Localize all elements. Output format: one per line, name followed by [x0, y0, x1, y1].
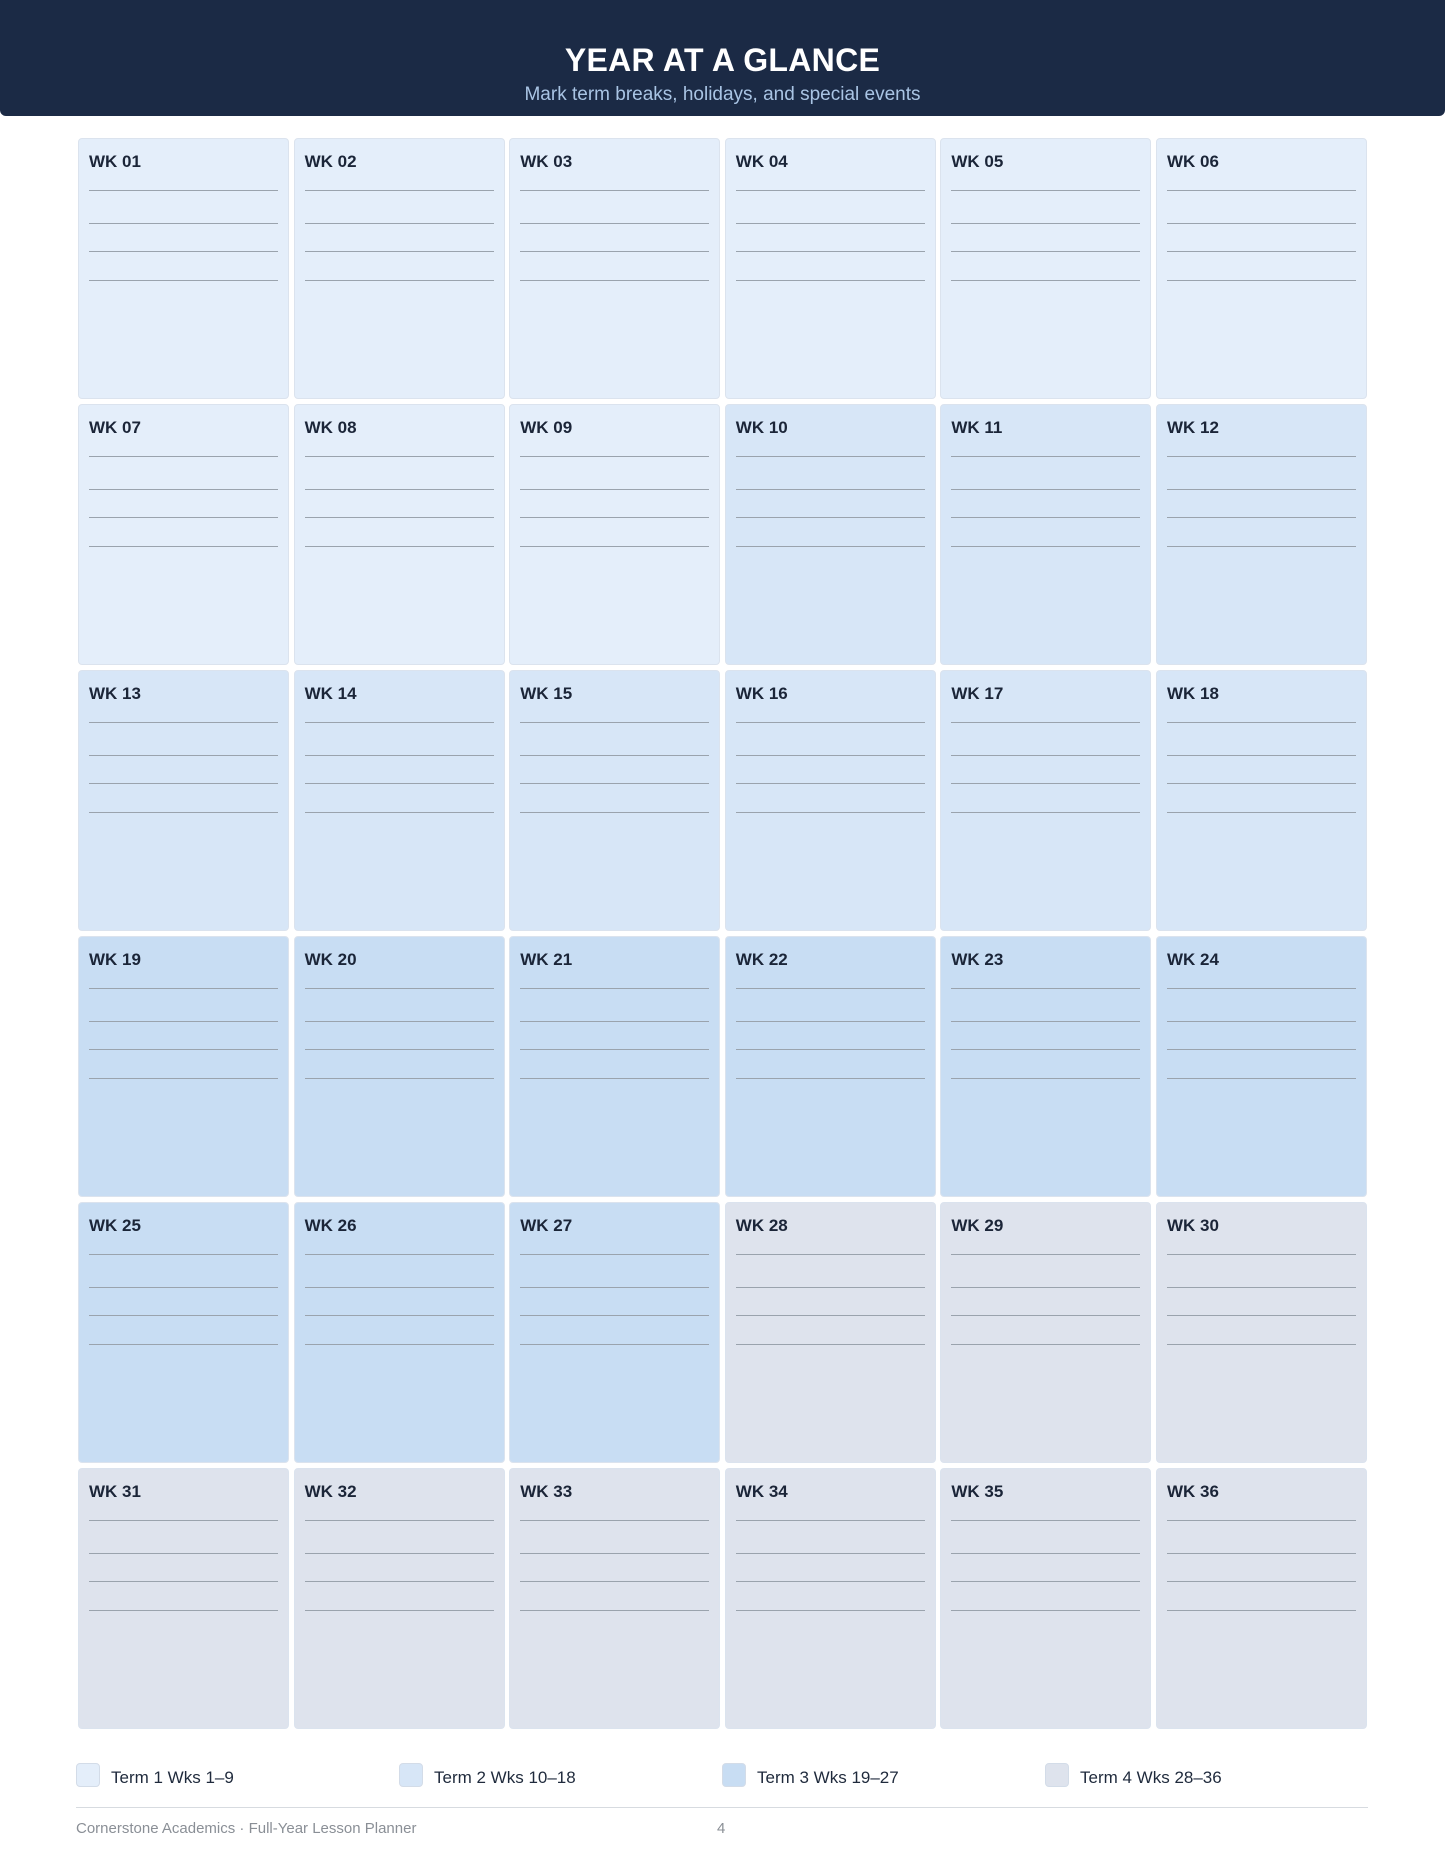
week-cell-30[interactable] — [1156, 1202, 1367, 1463]
week-label: WK 07 — [89, 418, 141, 437]
write-line[interactable] — [520, 1520, 709, 1521]
write-line[interactable] — [951, 280, 1140, 281]
write-line[interactable] — [1167, 1315, 1356, 1316]
week-label: WK 23 — [951, 950, 1004, 969]
week-cell-24[interactable] — [1156, 936, 1367, 1197]
write-line[interactable] — [1167, 223, 1356, 224]
legend-swatch-term-3 — [722, 1763, 746, 1787]
page-header — [0, 0, 1445, 116]
legend-label-term-1: Term 1 Wks 1–9 — [111, 1768, 234, 1787]
write-line[interactable] — [520, 783, 709, 784]
write-line[interactable] — [736, 1021, 925, 1022]
write-line[interactable] — [951, 988, 1140, 989]
week-label: WK 16 — [735, 684, 788, 703]
week-cell-28[interactable] — [725, 1202, 936, 1463]
write-line[interactable] — [520, 190, 709, 191]
week-label: WK 15 — [520, 684, 573, 703]
week-label: WK 12 — [1166, 418, 1219, 437]
write-line[interactable] — [305, 1049, 494, 1050]
week-label: WK 13 — [89, 684, 141, 703]
week-cell-33[interactable] — [509, 1468, 720, 1729]
write-line[interactable] — [736, 456, 925, 457]
write-line[interactable] — [951, 1553, 1140, 1554]
write-line[interactable] — [305, 1610, 494, 1611]
write-line[interactable] — [89, 456, 278, 457]
write-line[interactable] — [89, 1344, 278, 1345]
write-line[interactable] — [1167, 1344, 1356, 1345]
write-line[interactable] — [89, 1520, 278, 1521]
write-line[interactable] — [736, 223, 925, 224]
write-line[interactable] — [951, 251, 1140, 252]
week-cell-36[interactable] — [1156, 1468, 1367, 1729]
week-label: WK 31 — [89, 1482, 141, 1501]
write-line[interactable] — [89, 1315, 278, 1316]
write-line[interactable] — [736, 1078, 925, 1079]
write-line[interactable] — [736, 1315, 925, 1316]
write-line[interactable] — [1167, 517, 1356, 518]
week-label: WK 36 — [1166, 1482, 1219, 1501]
write-line[interactable] — [951, 1315, 1140, 1316]
legend-swatch-term-1 — [76, 1763, 100, 1787]
write-line[interactable] — [1167, 1287, 1356, 1288]
write-line[interactable] — [89, 1021, 278, 1022]
week-cell-18[interactable] — [1156, 670, 1367, 931]
legend-label-term-4: Term 4 Wks 28–36 — [1080, 1768, 1222, 1787]
write-line[interactable] — [520, 1581, 709, 1582]
write-line[interactable] — [1167, 783, 1356, 784]
write-line[interactable] — [89, 783, 278, 784]
legend-label-term-3: Term 3 Wks 19–27 — [757, 1768, 899, 1787]
write-line[interactable] — [89, 988, 278, 989]
write-line[interactable] — [520, 456, 709, 457]
week-label: WK 18 — [1166, 684, 1219, 703]
week-label: WK 19 — [89, 950, 141, 969]
week-label: WK 10 — [735, 418, 788, 437]
write-line[interactable] — [89, 1581, 278, 1582]
write-line[interactable] — [736, 280, 925, 281]
write-line[interactable] — [736, 546, 925, 547]
week-cell-23[interactable] — [940, 936, 1151, 1197]
week-cell-29[interactable] — [940, 1202, 1151, 1463]
write-line[interactable] — [305, 988, 494, 989]
write-line[interactable] — [1167, 1049, 1356, 1050]
write-line[interactable] — [89, 1287, 278, 1288]
week-label: WK 02 — [304, 152, 357, 171]
write-line[interactable] — [89, 1049, 278, 1050]
week-cell-10[interactable] — [725, 404, 936, 665]
page-title: YEAR AT A GLANCE — [564, 42, 881, 78]
write-line[interactable] — [951, 1254, 1140, 1255]
write-line[interactable] — [520, 1078, 709, 1079]
write-line[interactable] — [305, 1344, 494, 1345]
write-line[interactable] — [736, 1254, 925, 1255]
week-cell-06[interactable] — [1156, 138, 1367, 399]
write-line[interactable] — [89, 812, 278, 813]
week-cell-31[interactable] — [78, 1468, 289, 1729]
write-line[interactable] — [305, 812, 494, 813]
write-line[interactable] — [951, 1344, 1140, 1345]
week-cell-34[interactable] — [725, 1468, 936, 1729]
write-line[interactable] — [1167, 1610, 1356, 1611]
write-line[interactable] — [305, 223, 494, 224]
write-line[interactable] — [951, 812, 1140, 813]
write-line[interactable] — [89, 489, 278, 490]
write-line[interactable] — [520, 280, 709, 281]
write-line[interactable] — [305, 1553, 494, 1554]
write-line[interactable] — [520, 251, 709, 252]
write-line[interactable] — [736, 1610, 925, 1611]
week-label: WK 30 — [1166, 1216, 1219, 1235]
week-cell-20[interactable] — [294, 936, 505, 1197]
week-cell-15[interactable] — [509, 670, 720, 931]
week-cell-22[interactable] — [725, 936, 936, 1197]
week-cell-07[interactable] — [78, 404, 289, 665]
week-label: WK 14 — [304, 684, 357, 703]
week-cell-12[interactable] — [1156, 404, 1367, 665]
week-label: WK 26 — [304, 1216, 357, 1235]
week-label: WK 03 — [520, 152, 573, 171]
write-line[interactable] — [520, 755, 709, 756]
write-line[interactable] — [736, 1287, 925, 1288]
week-label: WK 17 — [951, 684, 1004, 703]
week-cell-03[interactable] — [509, 138, 720, 399]
write-line[interactable] — [305, 755, 494, 756]
write-line[interactable] — [1167, 1078, 1356, 1079]
write-line[interactable] — [89, 251, 278, 252]
write-line[interactable] — [951, 456, 1140, 457]
write-line[interactable] — [951, 722, 1140, 723]
write-line[interactable] — [736, 1049, 925, 1050]
week-label: WK 25 — [89, 1216, 141, 1235]
week-label: WK 32 — [304, 1482, 357, 1501]
write-line[interactable] — [736, 190, 925, 191]
write-line[interactable] — [1167, 190, 1356, 191]
write-line[interactable] — [951, 489, 1140, 490]
write-line[interactable] — [736, 1344, 925, 1345]
write-line[interactable] — [951, 223, 1140, 224]
write-line[interactable] — [305, 517, 494, 518]
week-cell-32[interactable] — [294, 1468, 505, 1729]
write-line[interactable] — [951, 1581, 1140, 1582]
week-label: WK 09 — [520, 418, 573, 437]
week-cell-26[interactable] — [294, 1202, 505, 1463]
write-line[interactable] — [305, 783, 494, 784]
write-line[interactable] — [89, 190, 278, 191]
write-line[interactable] — [736, 517, 925, 518]
write-line[interactable] — [951, 546, 1140, 547]
week-cell-21[interactable] — [509, 936, 720, 1197]
legend-swatch-term-2 — [399, 1763, 423, 1787]
write-line[interactable] — [1167, 1553, 1356, 1554]
write-line[interactable] — [305, 1254, 494, 1255]
write-line[interactable] — [1167, 251, 1356, 252]
write-line[interactable] — [1167, 280, 1356, 281]
write-line[interactable] — [736, 988, 925, 989]
week-grid — [78, 138, 1367, 1729]
write-line[interactable] — [89, 722, 278, 723]
write-line[interactable] — [305, 1021, 494, 1022]
week-cell-02[interactable] — [294, 138, 505, 399]
week-cell-11[interactable] — [940, 404, 1151, 665]
write-line[interactable] — [520, 812, 709, 813]
write-line[interactable] — [89, 280, 278, 281]
write-line[interactable] — [736, 812, 925, 813]
write-line[interactable] — [951, 1049, 1140, 1050]
write-line[interactable] — [89, 755, 278, 756]
write-line[interactable] — [305, 280, 494, 281]
write-line[interactable] — [1167, 489, 1356, 490]
week-cell-09[interactable] — [509, 404, 720, 665]
write-line[interactable] — [736, 783, 925, 784]
write-line[interactable] — [305, 1315, 494, 1316]
week-cell-14[interactable] — [294, 670, 505, 931]
week-cell-25[interactable] — [78, 1202, 289, 1463]
week-cell-17[interactable] — [940, 670, 1151, 931]
footer-text: Cornerstone Academics · Full-Year Lesson Planner — [76, 1820, 417, 1837]
write-line[interactable] — [736, 1553, 925, 1554]
write-line[interactable] — [89, 1610, 278, 1611]
legend-item-term-2 — [399, 1763, 576, 1787]
week-cell-13[interactable] — [78, 670, 289, 931]
write-line[interactable] — [520, 988, 709, 989]
week-label: WK 06 — [1166, 152, 1219, 171]
write-line[interactable] — [520, 1287, 709, 1288]
write-line[interactable] — [736, 489, 925, 490]
write-line[interactable] — [305, 456, 494, 457]
footer-divider — [76, 1807, 1368, 1808]
legend-item-term-4 — [1045, 1763, 1222, 1787]
write-line[interactable] — [1167, 456, 1356, 457]
write-line[interactable] — [1167, 988, 1356, 989]
week-label: WK 08 — [304, 418, 357, 437]
write-line[interactable] — [951, 1021, 1140, 1022]
write-line[interactable] — [305, 722, 494, 723]
write-line[interactable] — [736, 1520, 925, 1521]
write-line[interactable] — [520, 1049, 709, 1050]
write-line[interactable] — [1167, 546, 1356, 547]
week-cell-35[interactable] — [940, 1468, 1151, 1729]
write-line[interactable] — [520, 1553, 709, 1554]
write-line[interactable] — [520, 546, 709, 547]
write-line[interactable] — [736, 251, 925, 252]
write-line[interactable] — [1167, 1021, 1356, 1022]
week-label: WK 33 — [520, 1482, 573, 1501]
write-line[interactable] — [951, 783, 1140, 784]
write-line[interactable] — [1167, 1254, 1356, 1255]
write-line[interactable] — [520, 223, 709, 224]
write-line[interactable] — [89, 223, 278, 224]
week-cell-08[interactable] — [294, 404, 505, 665]
write-line[interactable] — [1167, 722, 1356, 723]
week-label: WK 28 — [735, 1216, 788, 1235]
legend-swatch-term-4 — [1045, 1763, 1069, 1787]
write-line[interactable] — [305, 1078, 494, 1079]
write-line[interactable] — [951, 755, 1140, 756]
page-subtitle: Mark term breaks, holidays, and special events — [524, 84, 921, 105]
write-line[interactable] — [305, 546, 494, 547]
write-line[interactable] — [1167, 1581, 1356, 1582]
write-line[interactable] — [1167, 755, 1356, 756]
write-line[interactable] — [89, 1553, 278, 1554]
write-line[interactable] — [305, 1287, 494, 1288]
week-label: WK 01 — [89, 152, 141, 171]
week-cell-04[interactable] — [725, 138, 936, 399]
write-line[interactable] — [89, 1254, 278, 1255]
week-label: WK 04 — [735, 152, 788, 171]
week-label: WK 34 — [735, 1482, 788, 1501]
write-line[interactable] — [305, 489, 494, 490]
write-line[interactable] — [305, 1581, 494, 1582]
week-label: WK 20 — [304, 950, 357, 969]
write-line[interactable] — [951, 517, 1140, 518]
write-line[interactable] — [89, 1078, 278, 1079]
write-line[interactable] — [520, 1315, 709, 1316]
week-label: WK 22 — [735, 950, 788, 969]
legend-item-term-3 — [722, 1763, 899, 1787]
week-label: WK 21 — [520, 950, 573, 969]
write-line[interactable] — [520, 517, 709, 518]
write-line[interactable] — [951, 1610, 1140, 1611]
page-number: 4 — [717, 1820, 726, 1837]
week-label: WK 29 — [951, 1216, 1004, 1235]
write-line[interactable] — [951, 190, 1140, 191]
write-line[interactable] — [736, 722, 925, 723]
write-line[interactable] — [89, 546, 278, 547]
write-line[interactable] — [520, 1021, 709, 1022]
week-cell-05[interactable] — [940, 138, 1151, 399]
write-line[interactable] — [951, 1078, 1140, 1079]
write-line[interactable] — [89, 517, 278, 518]
week-cell-16[interactable] — [725, 670, 936, 931]
week-label: WK 27 — [520, 1216, 573, 1235]
write-line[interactable] — [520, 489, 709, 490]
week-label: WK 24 — [1166, 950, 1219, 969]
write-line[interactable] — [1167, 812, 1356, 813]
write-line[interactable] — [951, 1287, 1140, 1288]
write-line[interactable] — [951, 1520, 1140, 1521]
write-line[interactable] — [520, 1254, 709, 1255]
write-line[interactable] — [305, 251, 494, 252]
write-line[interactable] — [305, 190, 494, 191]
week-label: WK 05 — [951, 152, 1004, 171]
week-cell-19[interactable] — [78, 936, 289, 1197]
write-line[interactable] — [520, 722, 709, 723]
week-cell-27[interactable] — [509, 1202, 720, 1463]
term-legend — [76, 1763, 1376, 1789]
write-line[interactable] — [1167, 1520, 1356, 1521]
write-line[interactable] — [520, 1610, 709, 1611]
week-label: WK 11 — [951, 418, 1003, 437]
legend-item-term-1 — [76, 1763, 234, 1787]
write-line[interactable] — [305, 1520, 494, 1521]
legend-label-term-2: Term 2 Wks 10–18 — [434, 1768, 576, 1787]
week-cell-01[interactable] — [78, 138, 289, 399]
write-line[interactable] — [736, 1581, 925, 1582]
week-label: WK 35 — [951, 1482, 1004, 1501]
write-line[interactable] — [736, 755, 925, 756]
write-line[interactable] — [520, 1344, 709, 1345]
